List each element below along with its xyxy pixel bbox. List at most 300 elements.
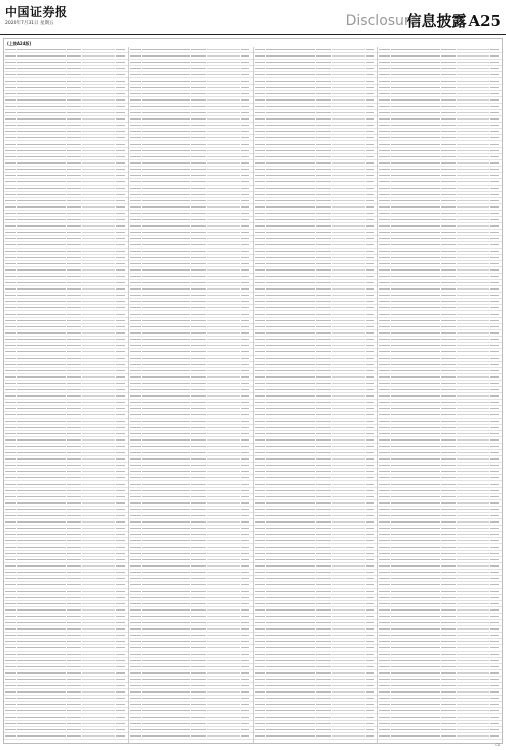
illegible-text-placeholder [379,484,390,485]
illegible-text-placeholder [5,591,16,592]
illegible-text-placeholder [332,238,365,239]
illegible-text-placeholder [255,628,266,629]
illegible-text-placeholder [490,402,499,403]
illegible-text-placeholder [191,225,206,226]
illegible-text-placeholder [130,320,141,321]
illegible-text-placeholder [67,269,82,270]
illegible-text-placeholder [332,477,365,478]
illegible-text-placeholder [266,471,315,472]
illegible-text-placeholder [332,685,365,686]
illegible-text-placeholder [255,87,266,88]
illegible-text-placeholder [241,175,250,176]
illegible-text-placeholder [255,414,266,415]
illegible-text-placeholder [255,654,266,655]
illegible-text-placeholder [116,622,125,623]
illegible-text-placeholder [266,710,315,711]
illegible-text-placeholder [17,162,66,163]
illegible-text-placeholder [441,635,456,636]
illegible-text-placeholder [266,496,315,497]
illegible-text-placeholder [490,389,499,390]
illegible-text-placeholder [316,465,331,466]
illegible-text-placeholder [266,263,315,264]
illegible-text-placeholder [379,351,390,352]
illegible-text-placeholder [490,729,499,730]
illegible-text-placeholder [5,150,16,151]
illegible-text-placeholder [142,729,191,730]
illegible-text-placeholder [490,49,499,50]
illegible-text-placeholder [457,395,490,396]
illegible-text-placeholder [67,572,82,573]
illegible-text-placeholder [379,597,390,598]
illegible-text-placeholder [82,175,115,176]
illegible-text-placeholder [130,685,141,686]
illegible-text-placeholder [5,609,16,610]
illegible-text-placeholder [490,484,499,485]
illegible-text-placeholder [142,515,191,516]
illegible-text-placeholder [17,389,66,390]
illegible-text-placeholder [67,521,82,522]
illegible-text-placeholder [116,521,125,522]
illegible-text-placeholder [366,219,375,220]
illegible-text-placeholder [490,213,499,214]
illegible-text-placeholder [130,87,141,88]
illegible-text-placeholder [391,169,440,170]
illegible-text-placeholder [266,672,315,673]
illegible-text-placeholder [490,150,499,151]
illegible-text-placeholder [441,175,456,176]
illegible-text-placeholder [67,206,82,207]
illegible-text-placeholder [366,131,375,132]
illegible-text-placeholder [391,565,440,566]
illegible-text-placeholder [17,421,66,422]
illegible-text-placeholder [441,490,456,491]
illegible-text-placeholder [316,414,331,415]
illegible-text-placeholder [366,591,375,592]
illegible-text-placeholder [142,188,191,189]
illegible-text-placeholder [142,62,191,63]
illegible-text-placeholder [5,597,16,598]
illegible-text-placeholder [191,181,206,182]
illegible-text-placeholder [82,181,115,182]
illegible-text-placeholder [130,200,141,201]
illegible-text-placeholder [490,257,499,258]
illegible-text-placeholder [266,729,315,730]
illegible-text-placeholder [17,345,66,346]
illegible-text-placeholder [17,572,66,573]
illegible-text-placeholder [441,521,456,522]
illegible-text-placeholder [379,74,390,75]
illegible-text-placeholder [207,62,240,63]
illegible-text-placeholder [116,395,125,396]
illegible-text-placeholder [130,408,141,409]
illegible-text-placeholder [266,540,315,541]
illegible-text-placeholder [366,395,375,396]
illegible-text-placeholder [366,672,375,673]
illegible-text-placeholder [116,389,125,390]
illegible-text-placeholder [82,251,115,252]
illegible-text-placeholder [142,326,191,327]
illegible-text-placeholder [82,698,115,699]
illegible-text-placeholder [116,219,125,220]
illegible-text-placeholder [207,496,240,497]
section-title-chinese-text: 信息披露 [406,12,467,30]
illegible-text-placeholder [207,68,240,69]
illegible-text-placeholder [255,679,266,680]
illegible-text-placeholder [5,364,16,365]
illegible-text-placeholder [391,672,440,673]
illegible-text-placeholder [457,685,490,686]
illegible-text-placeholder [391,729,440,730]
illegible-text-placeholder [441,515,456,516]
illegible-text-placeholder [441,307,456,308]
illegible-text-placeholder [366,175,375,176]
illegible-text-placeholder [255,641,266,642]
illegible-text-placeholder [241,616,250,617]
illegible-text-placeholder [366,433,375,434]
illegible-text-placeholder [332,698,365,699]
illegible-text-placeholder [67,169,82,170]
illegible-text-placeholder [316,698,331,699]
illegible-text-placeholder [207,169,240,170]
illegible-text-placeholder [316,351,331,352]
illegible-text-placeholder [191,232,206,233]
illegible-text-placeholder [441,609,456,610]
illegible-text-placeholder [142,68,191,69]
illegible-text-placeholder [316,125,331,126]
illegible-text-placeholder [130,131,141,132]
illegible-text-placeholder [366,515,375,516]
illegible-text-placeholder [391,219,440,220]
illegible-text-placeholder [82,622,115,623]
illegible-text-placeholder [316,106,331,107]
illegible-text-placeholder [391,597,440,598]
illegible-text-placeholder [142,477,191,478]
illegible-text-placeholder [316,710,331,711]
illegible-text-placeholder [130,395,141,396]
illegible-text-placeholder [207,276,240,277]
illegible-text-placeholder [142,314,191,315]
illegible-text-placeholder [130,62,141,63]
illegible-text-placeholder [5,276,16,277]
illegible-text-placeholder [366,509,375,510]
illegible-text-placeholder [67,622,82,623]
illegible-text-placeholder [17,540,66,541]
illegible-text-placeholder [116,735,125,736]
illegible-text-placeholder [391,735,440,736]
illegible-text-placeholder [116,62,125,63]
illegible-text-placeholder [366,282,375,283]
illegible-text-placeholder [391,439,440,440]
illegible-text-placeholder [490,74,499,75]
illegible-text-placeholder [490,106,499,107]
illegible-text-placeholder [241,156,250,157]
illegible-text-placeholder [490,597,499,598]
illegible-text-placeholder [332,465,365,466]
illegible-text-placeholder [255,232,266,233]
illegible-text-placeholder [17,717,66,718]
illegible-text-placeholder [241,326,250,327]
illegible-text-placeholder [441,156,456,157]
illegible-text-placeholder [391,622,440,623]
illegible-text-placeholder [191,395,206,396]
illegible-text-placeholder [142,609,191,610]
illegible-text-placeholder [142,131,191,132]
illegible-text-placeholder [457,452,490,453]
illegible-text-placeholder [130,326,141,327]
illegible-text-placeholder [332,395,365,396]
illegible-text-placeholder [266,628,315,629]
illegible-text-placeholder [191,62,206,63]
illegible-text-placeholder [116,131,125,132]
illegible-text-placeholder [191,452,206,453]
illegible-text-placeholder [457,471,490,472]
illegible-text-placeholder [207,225,240,226]
illegible-text-placeholder [255,213,266,214]
illegible-text-placeholder [191,389,206,390]
illegible-text-placeholder [490,704,499,705]
illegible-text-placeholder [266,717,315,718]
illegible-text-placeholder [17,244,66,245]
illegible-text-placeholder [379,433,390,434]
illegible-text-placeholder [490,162,499,163]
illegible-text-placeholder [82,225,115,226]
illegible-text-placeholder [316,660,331,661]
illegible-text-placeholder [241,144,250,145]
illegible-text-placeholder [457,339,490,340]
illegible-text-placeholder [457,150,490,151]
illegible-text-placeholder [130,339,141,340]
illegible-text-placeholder [366,534,375,535]
illegible-text-placeholder [17,528,66,529]
illegible-text-placeholder [266,622,315,623]
illegible-text-placeholder [241,301,250,302]
illegible-text-placeholder [67,609,82,610]
illegible-text-placeholder [391,225,440,226]
illegible-text-placeholder [441,666,456,667]
illegible-text-placeholder [82,351,115,352]
illegible-text-placeholder [130,622,141,623]
illegible-text-placeholder [457,125,490,126]
illegible-text-placeholder [457,194,490,195]
illegible-text-placeholder [5,477,16,478]
illegible-text-placeholder [316,376,331,377]
illegible-text-placeholder [142,502,191,503]
illegible-text-placeholder [490,414,499,415]
illegible-text-placeholder [82,49,115,50]
illegible-text-placeholder [266,345,315,346]
illegible-text-placeholder [316,723,331,724]
illegible-text-placeholder [17,622,66,623]
illegible-text-placeholder [490,647,499,648]
illegible-text-placeholder [82,591,115,592]
illegible-text-placeholder [142,232,191,233]
illegible-text-placeholder [266,395,315,396]
illegible-text-placeholder [457,269,490,270]
illegible-text-placeholder [490,666,499,667]
illegible-text-placeholder [116,414,125,415]
illegible-text-placeholder [366,603,375,604]
illegible-text-placeholder [490,251,499,252]
illegible-text-placeholder [490,534,499,535]
illegible-text-placeholder [207,458,240,459]
illegible-text-placeholder [191,244,206,245]
illegible-text-placeholder [241,288,250,289]
illegible-text-placeholder [116,307,125,308]
illegible-text-placeholder [191,572,206,573]
illegible-text-placeholder [67,112,82,113]
illegible-text-placeholder [5,301,16,302]
illegible-text-placeholder [379,584,390,585]
illegible-text-placeholder [241,572,250,573]
illegible-text-placeholder [379,314,390,315]
illegible-text-placeholder [441,351,456,352]
illegible-text-placeholder [441,301,456,302]
illegible-text-placeholder [207,559,240,560]
illegible-text-placeholder [332,547,365,548]
illegible-text-placeholder [379,169,390,170]
illegible-text-placeholder [241,710,250,711]
illegible-text-placeholder [142,679,191,680]
illegible-text-placeholder [391,433,440,434]
illegible-text-placeholder [17,402,66,403]
illegible-text-placeholder [5,74,16,75]
illegible-text-placeholder [142,717,191,718]
illegible-text-placeholder [490,698,499,699]
illegible-text-placeholder [67,685,82,686]
illegible-text-placeholder [241,162,250,163]
illegible-text-placeholder [255,717,266,718]
illegible-text-placeholder [67,729,82,730]
illegible-text-placeholder [391,370,440,371]
illegible-text-placeholder [316,528,331,529]
illegible-text-placeholder [255,358,266,359]
illegible-text-placeholder [255,565,266,566]
illegible-text-placeholder [255,225,266,226]
illegible-text-placeholder [17,332,66,333]
illegible-text-placeholder [130,584,141,585]
illegible-text-placeholder [207,421,240,422]
illegible-text-placeholder [130,635,141,636]
illegible-text-placeholder [67,427,82,428]
illegible-text-placeholder [391,55,440,56]
illegible-text-placeholder [332,528,365,529]
illegible-text-placeholder [142,175,191,176]
illegible-text-placeholder [130,452,141,453]
illegible-text-placeholder [207,106,240,107]
illegible-text-placeholder [457,219,490,220]
illegible-text-placeholder [379,55,390,56]
illegible-text-placeholder [82,540,115,541]
illegible-text-placeholder [441,49,456,50]
illegible-text-placeholder [5,345,16,346]
illegible-text-placeholder [116,679,125,680]
illegible-text-placeholder [441,565,456,566]
illegible-text-placeholder [191,465,206,466]
illegible-text-placeholder [191,131,206,132]
illegible-text-placeholder [142,490,191,491]
illegible-text-placeholder [191,496,206,497]
illegible-text-placeholder [332,572,365,573]
illegible-text-placeholder [391,484,440,485]
illegible-text-placeholder [332,188,365,189]
illegible-text-placeholder [116,288,125,289]
illegible-text-placeholder [316,269,331,270]
illegible-text-placeholder [457,578,490,579]
illegible-text-placeholder [379,572,390,573]
illegible-text-placeholder [130,704,141,705]
illegible-text-placeholder [332,99,365,100]
illegible-text-placeholder [332,301,365,302]
illegible-text-placeholder [191,433,206,434]
illegible-text-placeholder [130,490,141,491]
illegible-text-placeholder [5,144,16,145]
illegible-text-placeholder [17,269,66,270]
illegible-text-placeholder [207,74,240,75]
illegible-text-placeholder [316,641,331,642]
illegible-text-placeholder [391,458,440,459]
illegible-text-placeholder [490,219,499,220]
illegible-text-placeholder [207,112,240,113]
illegible-text-placeholder [116,358,125,359]
illegible-text-placeholder [490,565,499,566]
illegible-text-placeholder [255,635,266,636]
illegible-text-placeholder [266,150,315,151]
illegible-text-placeholder [391,660,440,661]
illegible-text-placeholder [441,698,456,699]
illegible-text-placeholder [241,735,250,736]
illegible-text-placeholder [191,553,206,554]
illegible-text-placeholder [379,540,390,541]
illegible-text-placeholder [490,528,499,529]
illegible-text-placeholder [316,320,331,321]
continuation-note: (上接A24版) [7,41,32,46]
illegible-text-placeholder [441,427,456,428]
illegible-text-placeholder [366,698,375,699]
illegible-text-placeholder [82,389,115,390]
illegible-text-placeholder [366,578,375,579]
illegible-text-placeholder [116,55,125,56]
illegible-text-placeholder [255,509,266,510]
illegible-text-placeholder [17,427,66,428]
illegible-text-placeholder [207,584,240,585]
illegible-text-placeholder [255,698,266,699]
illegible-text-placeholder [457,175,490,176]
illegible-text-placeholder [391,181,440,182]
illegible-text-placeholder [207,358,240,359]
illegible-text-placeholder [82,81,115,82]
illegible-text-placeholder [130,660,141,661]
illegible-text-placeholder [332,439,365,440]
illegible-text-placeholder [191,509,206,510]
illegible-text-placeholder [266,125,315,126]
illegible-text-placeholder [332,591,365,592]
illegible-text-placeholder [441,257,456,258]
illegible-text-placeholder [67,81,82,82]
illegible-text-placeholder [67,376,82,377]
illegible-text-placeholder [316,565,331,566]
illegible-text-placeholder [67,219,82,220]
illegible-text-placeholder [332,433,365,434]
illegible-text-placeholder [332,484,365,485]
illegible-text-placeholder [17,439,66,440]
illegible-text-placeholder [207,194,240,195]
illegible-text-placeholder [332,288,365,289]
illegible-text-placeholder [82,131,115,132]
illegible-text-placeholder [5,358,16,359]
illegible-text-placeholder [17,729,66,730]
illegible-text-placeholder [67,471,82,472]
illegible-text-placeholder [191,351,206,352]
